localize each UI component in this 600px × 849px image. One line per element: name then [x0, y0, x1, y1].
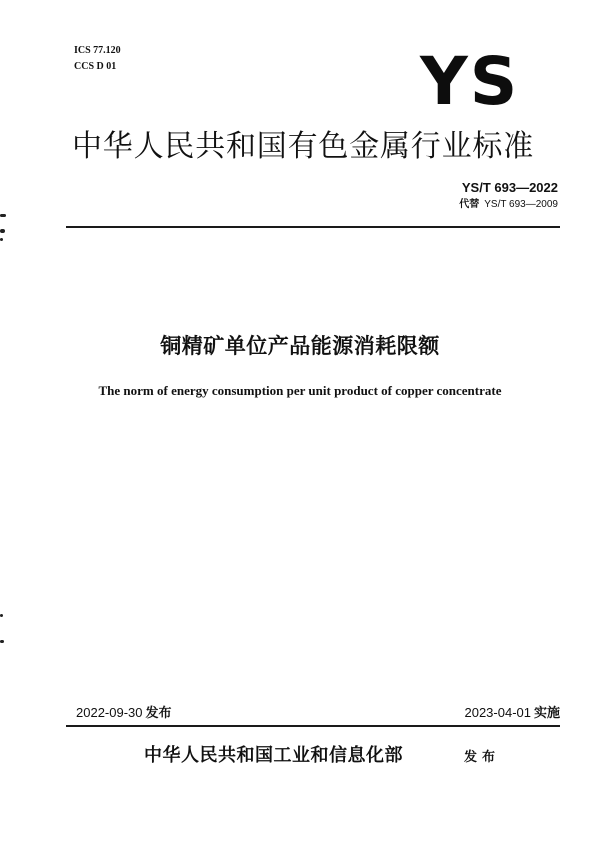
issue-date: 2022-09-30: [76, 705, 143, 720]
issue-label: 发布: [145, 706, 172, 721]
scan-edge-mark: [0, 640, 4, 643]
replaces-line: [380, 198, 558, 211]
standard-number: YS/T 693—2022: [461, 180, 558, 195]
top-divider: [66, 226, 560, 228]
ys-logo: YS: [420, 43, 520, 120]
bottom-divider: [66, 725, 560, 727]
replaces-number: YS/T 693—2009: [484, 199, 558, 210]
chinese-title: 铜精矿单位产品能源消耗限额: [160, 334, 440, 358]
ccs-code: CCS D 01: [74, 61, 117, 72]
ics-code: ICS 77.120: [74, 45, 121, 56]
english-title: The norm of energy consumption per unit product of copper concentrate: [98, 383, 502, 398]
implementation-label: 实施: [533, 706, 560, 721]
organization-title: 中华人民共和国有色金属行业标准: [72, 129, 534, 164]
issue-date-line: [76, 705, 172, 722]
scan-edge-mark: [0, 214, 6, 217]
replaces-label: 代替: [459, 199, 480, 210]
implementation-date-line: [420, 705, 560, 722]
publish-label: 发布: [464, 750, 501, 765]
issuing-authority: 中华人民共和国工业和信息化部: [144, 745, 403, 766]
scan-edge-mark: [0, 229, 5, 233]
implementation-date: 2023-04-01: [464, 705, 531, 720]
scan-edge-mark: [0, 614, 3, 617]
scan-edge-mark: [0, 238, 3, 241]
